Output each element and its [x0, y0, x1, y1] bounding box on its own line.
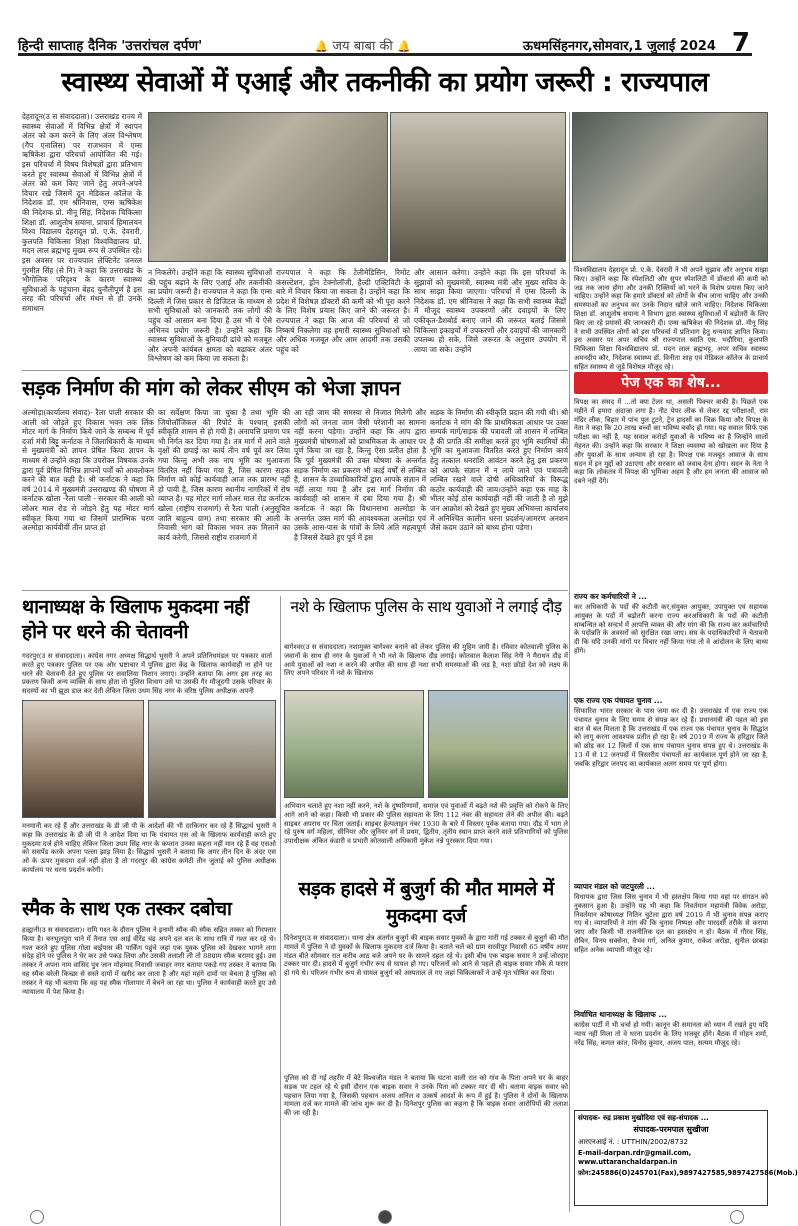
- divider: [22, 370, 568, 371]
- story-road-col4: सड़क के निर्माण की स्वीकृति प्रदान की गयी थी। श्री कर्नाटक ने मांग की कि प्राथमिकता आधार पर उक्त सम्पर्क मार्ग/सड़क की पत्रावली जो शासन में लम्बित है की प्रगति की समीक्षा करते हुए भूमि स्वामियों की भूमि का मुआवजा वितरित करते हुए निर्माण कार्य हेतु तत्काल धनराशि आवंटन करने हेतु इस प्रकरण को आपके संज्ञान में न लाये जाने एवं पत्रावली लम्बित रखने वाले दोषी अधिकारियों के विरूद्ध कठोर कार्यवाही की जाय।उन्होंने कहा एक माह के भीतर कोई ठोस कार्यवाही नहीं की जाती है तो मुझे जन आक्रोश को देखते हुए मुख्य अभियन्ता कार्यालय में अनिश्चित कालीन धरना प्रदर्शन/आमरण अनशन जैसे कदम उठाने को बाध्य होना पड़ेगा।: [430, 408, 568, 533]
- photo-nasha-run-2: [428, 690, 568, 798]
- story-thana-tail: मनमानी कर रहे हैं और उत्तराखंड के डी जी पी के आदेशों की भी दरकिनार कर रहे हैं सिद्धार्थ भुसरी ने कहा कि उत्तराखंड के डी जी पी ने आदेश दिया था कि पंचायत एस ओ के खिलाफ कार्यवाही करते हुए मुकदमा दर्ज होने चाहिए लेकिन जिला उधम सिंह नगर के कप्तान उनका कहना नहीं मान रहे हैं वह एसओ को ससपेंड करके अपना पल्ला झाड़ लिया है। सिद्धार्थ भुसरी ने बताया कि अगर तीन दिन के अंदर एस ओ के ऊपर मुकदमा दर्ज नहीं होता है तो गदरपुर की कांग्रेस कमेटी तीन जुलाई को पुलिस अधीक्षक कार्यालय पर धरना प्रदर्शन करेगी।: [22, 822, 276, 874]
- headline-nasha: नशे के खिलाफ पुलिस के साथ युवाओं ने लगाई दौड़: [290, 598, 562, 616]
- registration-mark-icon: [30, 1210, 44, 1224]
- story-thanadhyaksh: कांग्रेस पार्टी में भी चर्चा हो गयी। कानून की समानता को ध्यान में रखते हुए यदि न्याय नहीं मिला तो वे धरना प्रदर्शन के लिए मजबूर होंगे। बैठक में मोहन शर्मा, नरेंद्र सिंह, कमल कांत, विनोद कुमार, अजय पाल, सत्यम मौजूद रहे।: [574, 1021, 768, 1047]
- registration-mark-icon: [378, 1210, 392, 1224]
- imprint-box: [574, 1110, 798, 1206]
- story-road-col1: अल्मोड़ा(कार्यालय संवाद)- रैला पाली सरकार की आली को जोड़ते हुए विकास भवन तक लिंक मोटर मार्ग के निर्माण किये जाने के सम्बन्ध में पूर्व दर्जा मंत्री बिट्टू कर्नाटक ने जिलाधिकारी के माध्यम से मुख्यमंत्री को ज्ञापन प्रेषित किया ज्ञापन के माध्यम से उन्होंने कहा कि उपरोक्त विषयक उनके द्वारा पूर्व प्रेषित विभिन्न ज्ञापनों पर्वों को आवलोकन करने की बात कही है। श्री कर्नाटक ने कहा कि वर्ष 2014 में मुख्यमंत्री उत्तराखण्ड की घोषणा में कर्नाटक खोला -रैला पाली - सरकार की आली को लोअर माल रोड से जोड़ने हेतु यह मोटर मार्ग स्वीकृत किया गया था जिसमें प्रारम्भिक चरण अल्मोड़ा कार्यवीर्यी तीन प्राप्त हो: [22, 408, 154, 533]
- story-ai-col4: और आसान करेगा। उन्होंने कहा कि इस परिचर्चा के सुझावों को मुख्यमंत्री, स्वास्थ्य मंत्री और मुख्य सचिव के साथ साझा किया जाएगा। परिचर्चा में एम्स दिल्ली के निदेशक डॉ. एम श्रीनिवास ने कहा कि सभी स्वास्थ्य केंद्रों में मौजूद स्वास्थ्य उपकरणों और दवाइयों के लिए एकीकृत-डैशबोर्ड बनाए जाने की जरूरत बताई जिससे चिकित्सा इकाइयों में उपकरणों और दवाइयों की जानकारी उपलब्ध हो सके, जिसे जरूरत के अनुसार उपयोग में लाया जा सके। उन्होंने: [414, 268, 566, 354]
- masthead-title: हिन्दी साप्ताह दैनिक 'उत्तरांचल दर्पण': [18, 37, 203, 54]
- masthead-strip: [18, 36, 752, 56]
- divider: [569, 112, 570, 1212]
- photo-ai-meeting: [572, 112, 768, 262]
- footer-strip: [0, 1208, 770, 1226]
- story-rajya-kar: कर अधिकारी के पदों की कटौती कर,संयुक्त आयुक्त, उपायुक्त एवं सहायक आयुक्त के पदों में बढ़ोतरी करना राज्य करअधिकारी के पदों की कटौती सम्बन्धित को सन्दर्भ में आपत्ति व्यक्त की और मांग की कि राज्य कर कर्मचारियों के पदोन्नति के अवसरों को सुरक्षित रखा जाए। संघ के पदाधिकारियों ने चेतावनी दी कि यदि उनकी मांगों पर विचार नहीं किया गया तो वे आंदोलन के लिए बाध्य होंगे।: [574, 603, 768, 655]
- story-smack-body: हल्द्वानी(उ स संवाददाता)। रामि गश्त के दौरान पुलिस ने इनामी स्मैक की स्मैक सहित तस्कर को गिरफ्तार किया है। बनभूलपुरा थाने में तैनात एस आई वीरेंद्र चंद्र अपने दल बल के साथ रात्रि में गश्त कर रहे थे। गश्त करते हुए पुलिस गोला बाईपास की पार्किंग पहुंचे जहां एक युवक पुलिस को देखकर भागने लगा संदेह होने पर पुलिस ने घेर कर उसे पकड़ लिया और उसकी तलाशी ली तो 88ग्राम स्मैक बरामद हुई। उस तस्कर ने अपना नाम वासिद पुत्र जान मोहम्मद निवासी जवाहर नगर बताया पकड़े गए तस्कर ने बताया कि वह स्मैक बरेली किच्छा से सस्ते दामों में खरीद कर लाता है और यहां महंगे दामों पर बेचता है पुलिस को तस्कर ने यह भी बताया कि वह यह स्मैक गोलापार में बेचने जा रहा था। पुलिस ने कार्यवाही करते हुए उसे न्यायालय में पेश किया है।: [22, 926, 276, 996]
- story-sansad-body: विपक्ष का संसद में ...तो क्या टेलर था, असली पिक्चर बाकी है। पिछले एक महीने में हमारा अंदाजा लगा है। नीट पेपर लीक से लेकर रद्द परीक्षाओं, राम मंदिर लीक, बिहार में पांच पुल टूटने, ट्रेन हादसों का जिक्र किया और विपक्ष के नेता ने कहा कि 20 लाख बच्चों का भविष्य बर्बाद हो गया। यह सवाल सिर्फ एक परीक्षा का नहीं है, यह सवाल करोड़ों युवाओं के भविष्य का है जिन्होंने सालों मेहनत की। उन्होंने कहा कि सरकार ने शिक्षा व्यवस्था को खोखला कर दिया है और युवाओं के साथ अन्याय हो रहा है। विपक्ष एक मजबूत आवाज के साथ सदन में इन मुद्दों को उठाएगा और सरकार को जवाब देना होगा। सदन के नेता ने कहा कि लोकतंत्र में विपक्ष की भूमिका अहम है और हम जनता की आवाज को दबने नहीं देंगे।: [574, 398, 768, 486]
- divider: [22, 590, 568, 591]
- story-road-col2: का सर्वेक्षण किया जा चुका है तथा भूमि की जियोलॉजिकल की रिपोर्ट के पश्चात् इसकी स्वीकृति शासन से हो गयी है। अनापत्ति प्रमाण पत्र भी निर्गत कर दिया गया है। तत्र मार्ग में आने वाले वृक्षों की छपाई का कार्य तीन वर्ष पूर्व कर लिया गया किन्तु अभी तक नाप भूमि का मुआवजा वितरित नहीं किया गया है, जिस कारण सड़क निर्माण को कोई कार्यवाही आज तक प्रारम्भ नहीं हो पायी है, जिस कारण स्थानीय नागरिकों में रोष व्याप्त है। यह मोटर मार्ग लोअर माल रोड कर्नाटक खोला (राष्ट्रीय राजमार्ग) से रैला पाली (अनुसूचित जाति बाहुल्य ग्राम) तथा सरकार की आली के निवासी भाग को विकास भवन तक मिलाने का कार्य करेगी, जिससे राष्ट्रीय राजमार्ग में: [158, 408, 290, 542]
- subhead-thanadhyaksh: निर्वाचित थानाध्यक्ष के खिलाफ ...: [574, 1010, 667, 1019]
- imprint-line5: फ़ोन:245886(O)245701(Fax),9897427585,9897427586(Mob.): [578, 1169, 798, 1177]
- photo-nasha-run-1: [284, 690, 424, 798]
- masthead-slogan: 🔔 जय बाबा की 🔔: [314, 38, 411, 54]
- story-panchayat: सिफारिश भारत सरकार के पास जमा कर दी है। उत्तराखंड में एक राज्य एक पंचायत चुनाव के लिए समय से संपन्न कर रहे हैं। प्रधानमंत्री की पहल को इस बात से बल मिलता है कि उत्तराखंड में एक राज्य एक पंचायत चुनाव के सिद्धांत को लागू करना आवश्यक प्रतीत हो रहा है। वर्ष 2019 में राज्य के हरिद्वार जिले को छोड़ कर 12 जिलों में एक साथ पंचायत चुनाव संपन्न हुए थे। उत्तराखंड के 13 में से 12 जनपदों में त्रिस्तरीय पंचायतों का कार्यकाल पूर्ण होने जा रहा है, जबकि हरिद्वार जनपद का कार्यकाल अलग समय पर पूर्ण होगा।: [574, 707, 768, 768]
- story-nasha-caption: अभियान चलाते हुए नशा नहीं करने, नशे के दुष्परिणामों, समाज एवं युवाओं में बढ़ते नशे की प्रवृत्ति को रोकने के लिए आगे आने को कहा। किसी भी प्रकार की पुलिस सहायता के लिए 112 नंबर की सहायता लेने की अपील की। बढ़ते साइबर अपराध पर चिंता जताई। साइबर हेल्पलाइन नंबर 1930 के बारे में विस्तार पूर्वक बताया गया। दौड़ में भाग ले रहे पुरुष वर्ग महिला, सीनियर और जूनियर वर्ग में प्रथम, द्वितीय, तृतीय स्थान प्राप्त करने वाले प्रतिभागियों को पुलिस उपाधीक्षक अंकित कंडारी व प्रभारी कोतवाली अधिकारी मुकेश नन्ने पुरस्कार दिया गया।: [284, 802, 568, 846]
- headline-road: सड़क निर्माण की मांग को लेकर सीएम को भेजा ज्ञापन: [22, 376, 401, 400]
- bell-icon: 🔔: [314, 39, 329, 53]
- story-accident-col2: पुलिस को दी गई तहरीर में बेटे विश्वजीत मंडल ने बताया कि घटना वाली रात को गांव के पिता अपने घर के बाहर सड़क पर टहल रहे थे इसी दौरान एक बाइक सवार ने उनके पिता को टक्कर मार दी थी। बताया बाइक सवार को पहचान लिया गया है, जिसकी पहचान अजय अनिल व उत्कर्ष आदर्श के रूप में हुई है। पुलिस ने दोनों के खिलाफ मामला दर्ज कर मामले की जांच शुरू कर दी है। दिनेशपुर पुलिस का कहना है कि बाइक सवार आरोपियों की तलाश की जा रही है।: [284, 1074, 568, 1118]
- headline-ai-health: स्वास्थ्य सेवाओं में एआई और तकनीकी का प्रयोग जरूरी : राज्यपाल: [61, 67, 709, 98]
- continued-banner: पेज एक का शेष...: [574, 372, 768, 394]
- story-ai-col3: राज्यपाल ने कहा कि टेलीमेडिसिन, रिमोट कंसल्टेशन, ड्रोन टेक्नोलॉजी, हैल्दी एक्टिविटी के बारे में विचार किया जा सकता है। उन्होंने कहा कि प्रदेश में विशेषज्ञ डॉक्टरों की कमी को भी पूरा करने के लिए विशेष प्रयास किए जाने की जरूरत है। राज्यपाल ने कहा कि आज की परिचर्चा से जो निष्कर्ष निकलेगा वह हमारी स्वास्थ्य सुविधाओं को और अधिक मजबूत और आम आदमी तक उसकी पहुंच को: [276, 268, 410, 354]
- registration-mark-icon: [730, 1210, 744, 1224]
- headline-accident: सड़क हादसे में बुजुर्ग की मौत मामले में मुकदमा दर्ज: [298, 878, 554, 927]
- imprint-line3: आरएनआई नं. : UTTHIN/2002/8732: [578, 1138, 688, 1146]
- photo-ai-group: [390, 112, 566, 262]
- photo-thana-person2: [148, 700, 276, 818]
- headline-smack: स्मैक के साथ एक तस्कर दबोचा: [22, 898, 232, 920]
- masthead: [0, 0, 770, 58]
- story-ai-col2: न निकलेंगे। उन्होंने कहा कि स्वास्थ्य सुविधाओं की पहुंच बढ़ाने के लिए एआई और तकनीकी का प्रयोग जरूरी है। राज्यपाल ने कहा कि एम्स दिल्ली में जिस प्रकार से डिजिटल के माध्यम से सभी सुविधाओं को जानकारी तक लोगों की पहुंच को आसान बना दिया है उस भी ये ऐसे अभिनव प्रयोग जरूरी है। उन्होंने कहा कि स्वास्थ्य सुविधाओं के बुनियादी ढांचे को मजबूत और अपनी कार्यबल क्षमता को बढ़ाकर अंतर विश्लेषण को कम किया जा सकता है।: [148, 268, 272, 364]
- subhead-vyapar: व्यापार मंडल को जटपुरली ...: [574, 882, 655, 891]
- story-nasha-body: बागेश्वर(उ स संवाददाता) नशामुक्त बागेश्वर बनाने को लेकर पुलिस की मुहिम जारी है। रविवार कोतवाली पुलिस के जवानों के साथ ही नगर के युवाओं ने भी नशे के खिलाफ दौड़ लगाई। कोतवाल कैलाश सिंह नेगी ने मैराथन दौड़ में आये युवाओं को नशा न करने की अपील की साथ ही नशा सभी समस्याओं की जड़ है, नशा छोड़ो देश को लक्ष्य के लिए अपने परिवार में नशे के खिलाफ: [284, 643, 568, 678]
- photo-thana-person1: [22, 700, 144, 818]
- story-road-col3: आ रही जाम की समस्या से निजात मिलेगी और लोगों को जनता जाम जैसी परेशानी का सामना नहीं करना पड़ेगा। उन्होंने कहा कि आप द्वारा मुख्यमंत्री घोषणाओं को प्राथमिकता के आधार पर पूर्ण किया जा रहा है, किन्तु ऐसा प्रतीत होता है कि पूर्व मुख्यमंत्री की उक्त घोषणा के अन्तर्गत सड़क निर्माण का प्रकरण भी काई वर्षों से लम्बित है, शासन के उच्चाधिकारियों द्वारा आपके संज्ञान में नहीं लाया गया है और इस मार्ग निर्माण की कार्यवाही को शासन में दबा दिया गया है। श्री कर्नाटक ने कहा कि विधानसभा अल्मोड़ा के अन्तर्गत उक्त मार्ग की आवश्यकता अल्मोड़ा एवं उसके आस-पास के गांवों के लिये अति महत्वपूर्ण है जिससे देखते हुए पूर्व में इस: [294, 408, 426, 542]
- imprint-line4: E-mail-darpan.rdr@gmail.com, www.uttaranchaldarpan.in: [578, 1149, 692, 1166]
- imprint-line1: संपादक- रुद्र प्रकाश मुखोदिया एवं सह-संपादक ...: [578, 1114, 709, 1122]
- story-ai-col1: देहरादून(उ स संवाददाता)। उत्तराखंड राज्य में स्वास्थ्य सेवाओं में विभिन्न क्षेत्रों में स्थापन अंतर को कम करने के लिए अंतर विश्लेषण (गैप एनालिस) पर राजभवन में एम्स ऋषिकेश द्वारा परिचर्चा आयोजित की गई। इस परिचर्चा में विषय विशेषज्ञों द्वारा प्रतिभाग करते हुए स्वास्थ्य सेवाओं में विभिन्न क्षेत्रों में अंतर को कम किए जाने हेतु अपने-अपने विचार रखे जिसमें दून मेडिकल कॉलेज के निदेशक डॉ. एम श्रीनिवास, एम्स ऋषिकेश की निदेशक प्रो. मीनू सिंह, निदेशक चिकित्सा शिक्षा डॉ. आशुतोष सयाना, प्राचार्य हिमालयन विश्व विद्यालय देहरादून प्रो. ए.के. देवरारी, कुलपति चिकित्सा शिक्षा विश्वविद्यालय प्रो. मदन लाल ब्रह्मभट्ट मुख्य रूप से उपस्थित रहे। इस अवसर पर राज्यपाल लेफ्टिनेंट जनरल गुरमीत सिंह (से नि) ने कहा कि उत्तराखंड के भौगोलिक परिदृश्य के कारण स्वास्थ्य सुविधाओं के पहुंचाना बेहद चुनौतीपूर्ण है इस तरह की परिचर्चा और मंथन से ही उनके समाधान: [22, 112, 142, 313]
- bell-icon: 🔔: [396, 39, 411, 53]
- story-accident-col1: दिनेशपुर(उ स संवाददाता)। थाना क्षेत्र अंतर्गत बुजुर्ग की बाइक सवार युवकों के द्वारा मारी गई टक्कर से बुजुर्ग की मौत मामले में पुलिस ने दो युवकों के खिलाफ मुकदमा दर्ज किया है। बताते चलें को ग्राम सरवीपुर निवासी 65 वर्षीय अमर मंडल बीते सोमवार रात करीब आठ बजे अपने घर के सामने दहल रहे थे। इसी बीच एक बाइक सवार ने उन्हें जोरदार टक्कर मार दी। हादसे में बुजुर्ग गंभीर रूप से घायल हो गए। परिजनों को आने से पहले ही बाइक सवार मौके से फरार हो गये थे। परिजन गंभीर रूप से घायल बुजुर्ग को अस्पताल ले गए जहां चिकित्सकों ने उन्हें मृत घोषित कर दिया।: [284, 934, 568, 978]
- subhead-panchayat: एक राज्य एक पंचायत चुनाव ...: [574, 696, 663, 705]
- imprint-line2: संपादक-परमपाल सुखीजा: [633, 1125, 709, 1134]
- page-number: 7: [731, 28, 750, 58]
- story-thana-lead: गदरपुर(उ स संवाददाता)। कांग्रेस नगर अध्यक्ष सिद्धार्थ भुसरी ने अपने प्रतिनिधमंडल पर पत्रकार वार्ता करते हुए पत्रकार पुलिस पर एक ओर भ्रष्टाचार में पुलिस द्वारा केंद्र के खिलाफ कार्यवाही ना होने पर धरने की चेतावनी देते हुए पुलिस पर सवालिया निशान लगाए। उन्होंने बताया कि अगर इस तरह का प्रकरण किसी अन्य व्यक्ति के साथ होता तो पुलिस विभाग उसे या उसकी गैर मौजूदगी उसके परिवार के सदस्यों का भी झूठा डाल कर देती लेकिन जिला उधम सिंह नगर के वरिष्ठ पुलिस अधीक्षक अपनी: [22, 652, 272, 696]
- story-vyapar: विधायक द्वारा जिस जिस चुनाव में भी हस्तक्षेप किया गया वहां पर संगठन को नुकसान हुआ है। उन्होंने यह भी कहा कि निवर्तमान महामंत्री विवेक अरोड़ा, निवर्तमान कोषाध्यक्ष नितिन चुटेला द्वारा वर्ष 2019 में भी चुनाव संपन्न कराए गए थे। व्यापारियों ने मांग की कि चुनाव निष्पक्ष और पारदर्शी तरीके से कराया जाए और किसी भी राजनीतिक दल का हस्तक्षेप न हो। बैठक में गौरव सिंह, रोबिन, विनय सक्सेना, वैभव गर्ग, अनिल कुमार, राकेश अरोड़ा, सुनील छाबड़ा सहित अनेक व्यापारी मौजूद रहे।: [574, 893, 768, 954]
- masthead-dateline: ऊधमसिंहनगर,सोमवार,1 जुलाई 2024: [522, 38, 716, 54]
- divider: [280, 596, 281, 1226]
- photo-ai-conference: [148, 112, 388, 262]
- story-ai-right-continued: विश्वविद्यालय देहरादून प्रो. ए.के. देवरारी ने भी अपने सुझाव और अनुभव साझा किए। उन्होंने कहा कि स्पेशलिटी और सुपर स्पेशलिटी में डॉक्टर्स की कमी को जड़ तक जाना होगा और उनकी रिक्तियों को भरने के विशेष प्रयास किए जाने चाहिए। उन्होंने कहा कि हमारे डॉक्टर्स को लोगों के बीच जाना चाहिए और उनकी समस्याओं का अनुभव कर उनके निदान खोजे जाने चाहिए। निदेशक चिकित्सा शिक्षा डॉ. आशुतोष सयाना ने विभाग द्वारा स्वास्थ्य सुविधाओं में बढ़ोतरी के लिए किए जा रहे प्रयासों की जानकारी दी। एम्स ऋषिकेश की निदेशक प्रो. मीनू सिंह ने सभी उपस्थित लोगों को इस परिचर्चा में प्रतिभाग हेतु धन्यवाद ज्ञापित किया। इस अवसर पर अपर सचिव श्री राज्यपाल स्वाति एस. भदौरिया, कुलपति चिकित्सा शिक्षा विश्वविद्यालय प्रो. मदन लाल ब्रह्मभट्ट, अपर सचिव स्वास्थ्य अमनदीप कौर, निदेशक स्वास्थ्य डॉ. विनीता शाह एवं मेडिकल कॉलेज के प्राचार्य सहित स्वास्थ्य से जुड़े विशेषज्ञ मौजूद रहे।: [574, 266, 768, 371]
- headline-thana: थानाध्यक्ष के खिलाफ मुकदमा नहीं होने पर धरने की चेतावनी: [22, 596, 249, 643]
- subhead-rajya-kar: राज्य कर कर्मचारियों ने ...: [574, 592, 647, 601]
